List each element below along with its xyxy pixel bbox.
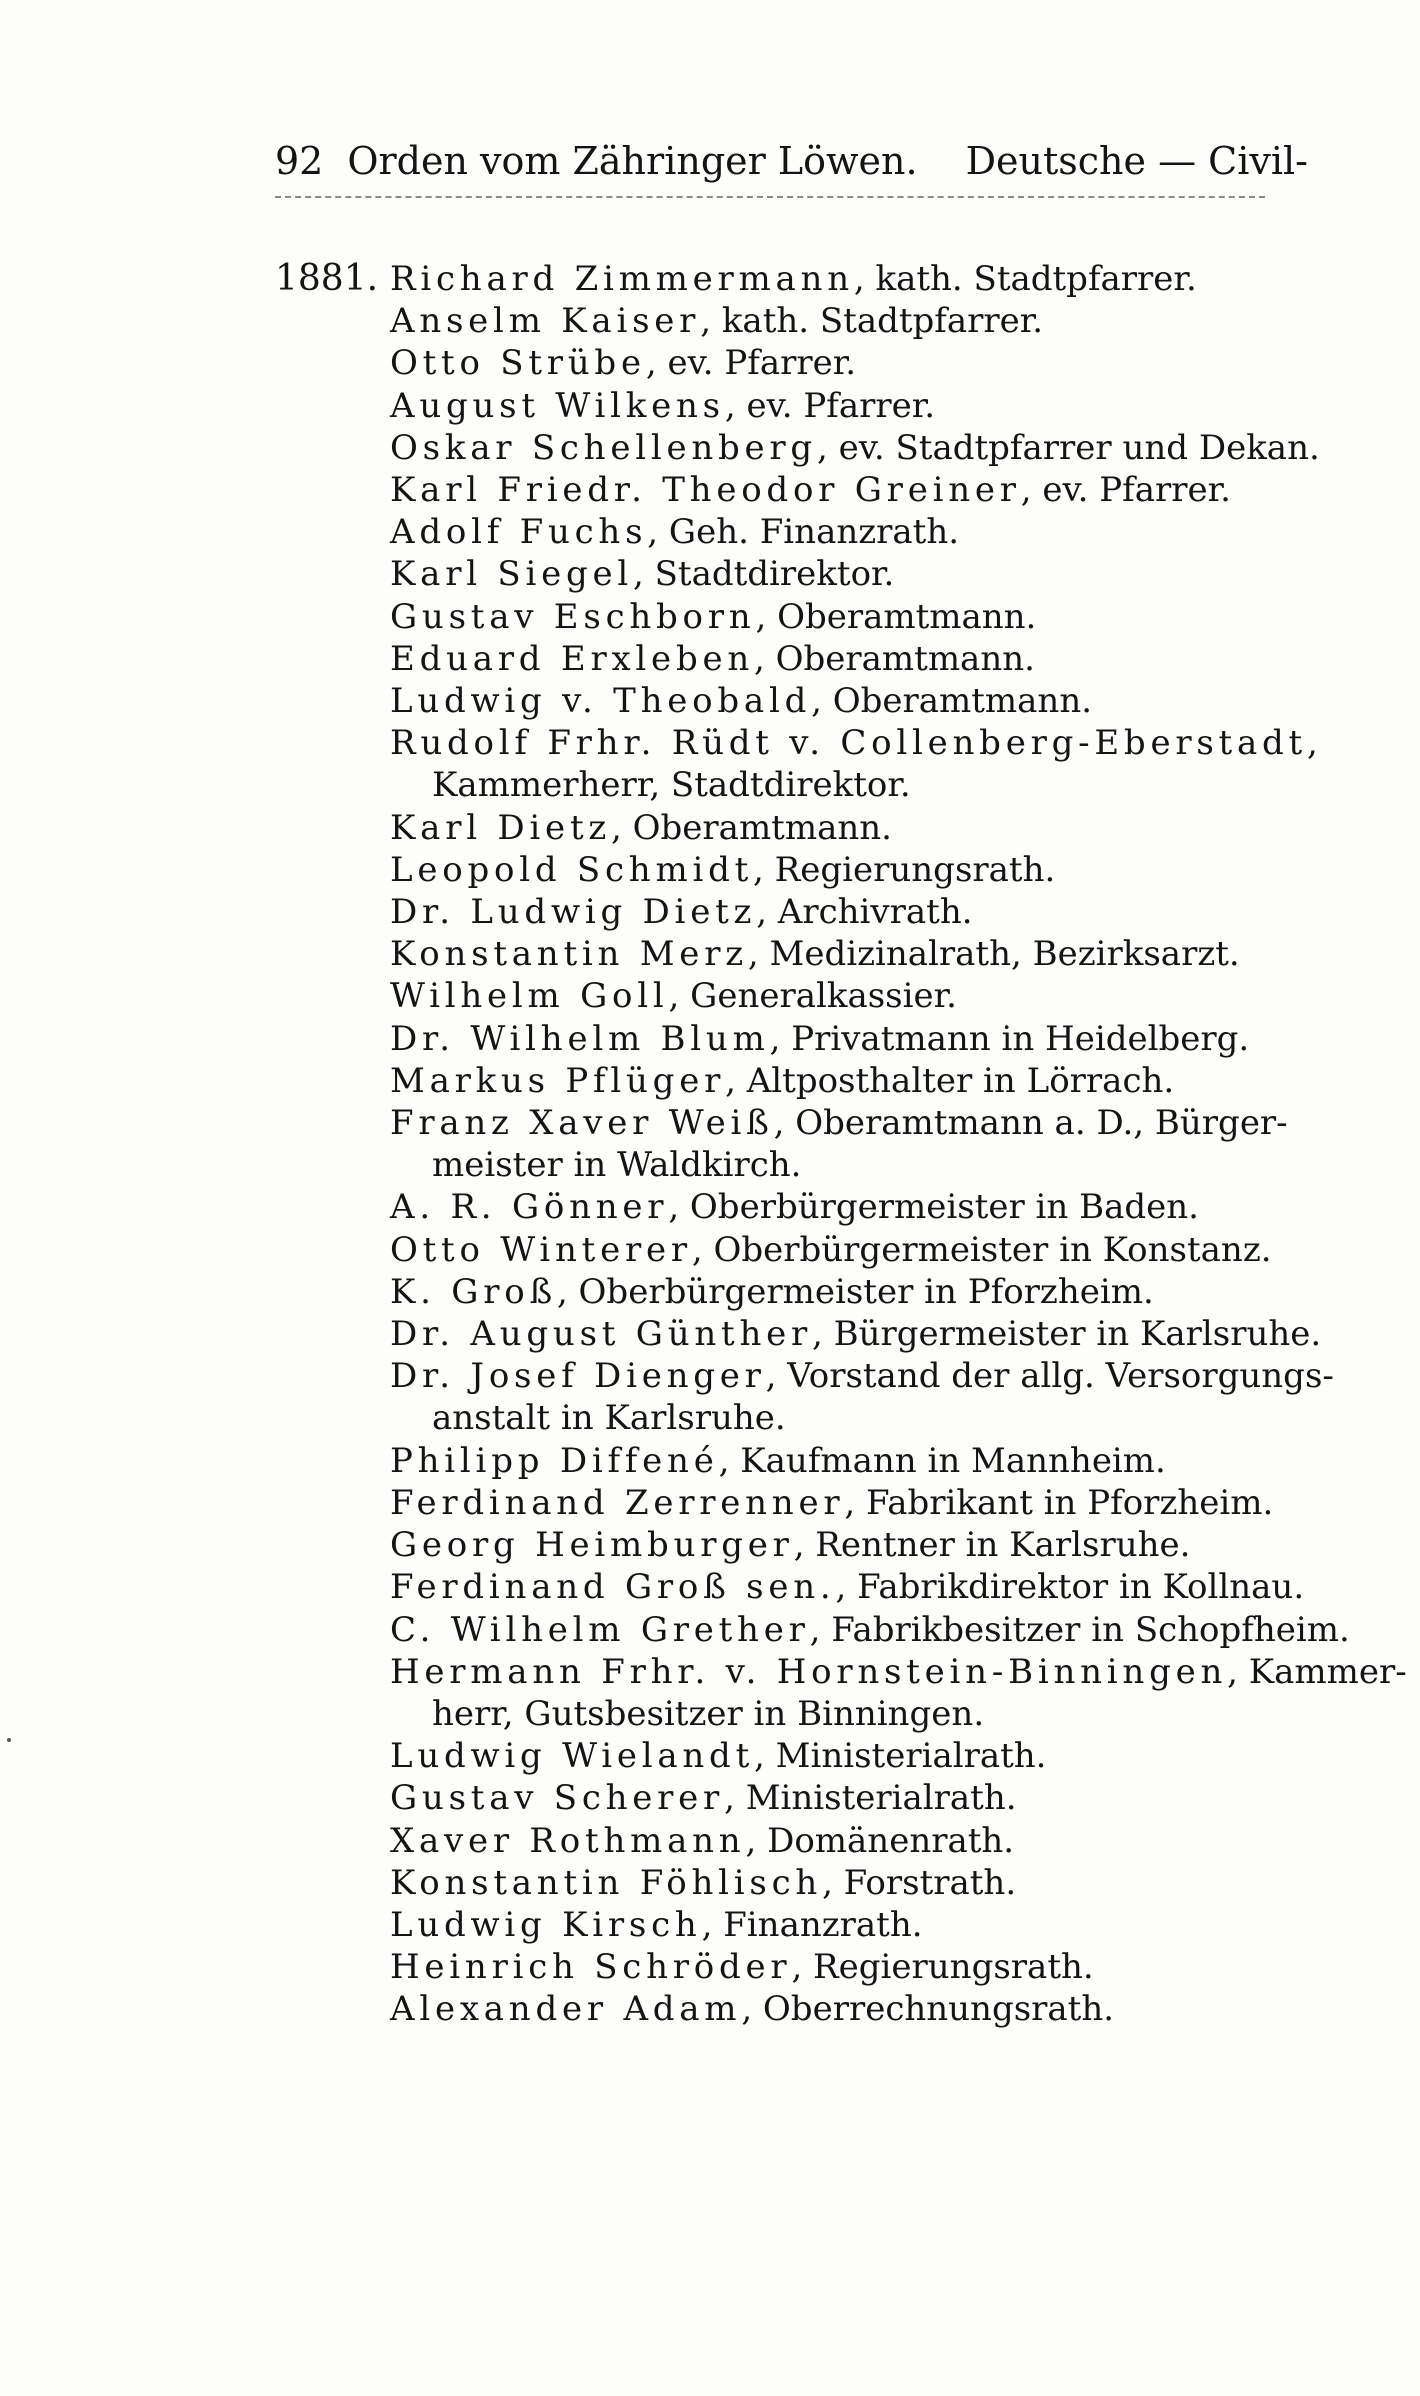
recipient-name: Anselm Kaiser — [390, 301, 701, 342]
entry-line — [390, 975, 1310, 1017]
list-item — [390, 1355, 1334, 1439]
recipient-title: , Fabrikbesitzer in Schopfheim. — [809, 1609, 1350, 1650]
list-item — [390, 1651, 1407, 1735]
recipient-title: , Rentner in Karlsruhe. — [793, 1525, 1191, 1566]
entry-line — [390, 1271, 1310, 1313]
recipient-title: , — [1306, 723, 1318, 764]
recipient-title: , kath. Stadtpfarrer. — [853, 259, 1197, 299]
entry-line — [390, 1820, 1310, 1862]
entry-line — [390, 807, 1310, 849]
list-item — [390, 638, 1310, 680]
list-item — [390, 1018, 1310, 1060]
recipient-title: , Oberbürgermeister in Pforzheim. — [556, 1271, 1154, 1312]
recipient-name: Dr. Wilhelm Blum — [390, 1018, 770, 1059]
recipient-name: Konstantin Merz — [390, 934, 748, 975]
recipient-title: , ev. Pfarrer. — [645, 343, 857, 384]
list-item — [390, 596, 1310, 638]
recipient-name: Richard Zimmermann — [390, 259, 854, 299]
recipient-name: Adolf Fuchs — [390, 512, 648, 553]
entry-line — [390, 1229, 1310, 1271]
entry-line — [390, 1566, 1310, 1608]
list-item — [390, 891, 1310, 933]
entry-line — [390, 1018, 1310, 1060]
recipient-title: , Forstrath. — [822, 1862, 1017, 1903]
recipient-name: Ferdinand Groß sen. — [390, 1567, 836, 1608]
entry-line — [390, 342, 1310, 384]
margin-speck — [7, 1738, 11, 1742]
list-item — [390, 469, 1310, 511]
recipient-name: August Wilkens — [390, 385, 725, 426]
list-item — [390, 1271, 1310, 1313]
entry-continuation: meister in Waldkirch. — [432, 1145, 802, 1186]
list-item — [390, 975, 1310, 1017]
recipient-title: , Medizinalrath, Bezirksarzt. — [747, 934, 1240, 975]
recipient-name: Oskar Schellenberg — [390, 427, 817, 468]
entry-line — [390, 1524, 1310, 1566]
entry-line — [390, 385, 1310, 427]
entry-line — [390, 1946, 1310, 1988]
entry-line — [390, 1102, 1310, 1144]
recipient-title: , ev. Stadtpfarrer und Dekan. — [816, 427, 1320, 468]
entry-line — [390, 1777, 1310, 1819]
recipient-name: Xaver Rothmann — [390, 1820, 746, 1861]
entry-line — [390, 258, 1310, 300]
entry-line — [390, 511, 1310, 553]
entry-line — [390, 891, 1310, 933]
recipient-name: C. Wilhelm Grether — [390, 1609, 810, 1650]
recipient-name: Alexander Adam — [390, 1989, 742, 2030]
entry-line — [390, 596, 1310, 638]
recipient-title: , Oberbürgermeister in Baden. — [668, 1187, 1199, 1228]
entry-line — [390, 1440, 1310, 1482]
entry-line — [390, 1904, 1310, 1946]
recipient-name: Ferdinand Zerrenner — [390, 1482, 845, 1523]
running-header — [275, 138, 1309, 184]
recipient-title: , Kammer- — [1227, 1651, 1407, 1692]
recipient-title: , Stadtdirektor. — [633, 554, 895, 595]
list-item — [390, 1609, 1350, 1651]
recipient-title: , Oberamtmann a. D., Bürger- — [773, 1103, 1288, 1144]
recipient-name: Leopold Schmidt — [390, 849, 754, 890]
recipient-name: Dr. August Günther — [390, 1314, 812, 1355]
entry-line — [390, 427, 1320, 469]
recipient-title: , Oberamtmann. — [754, 638, 1035, 679]
entry-line — [390, 1862, 1310, 1904]
recipient-name: Karl Friedr. Theodor Greiner — [390, 470, 1021, 511]
recipient-title: , Oberamtmann. — [811, 681, 1093, 722]
recipient-title: , Oberrechnungsrath. — [741, 1989, 1115, 2030]
recipient-title: , Bürgermeister in Karlsruhe. — [812, 1314, 1322, 1355]
list-item — [390, 1229, 1310, 1271]
recipient-name: Philipp Diffené — [390, 1440, 719, 1481]
list-item — [390, 1777, 1310, 1819]
list-item — [390, 933, 1310, 975]
entry-line — [390, 1313, 1322, 1355]
list-item — [390, 1482, 1310, 1524]
list-item — [390, 1988, 1310, 2030]
recipient-title: , Geh. Finanzrath. — [647, 512, 960, 553]
entry-continuation: Kammerherr, Stadtdirektor. — [432, 765, 911, 806]
recipient-title: , Kaufmann in Mannheim. — [718, 1440, 1166, 1481]
recipient-title: , kath. Stadtpfarrer. — [700, 301, 1044, 342]
list-item — [390, 1186, 1310, 1228]
page-number: 92 — [275, 139, 324, 183]
entry-line — [390, 1355, 1334, 1397]
entry-line — [390, 680, 1310, 722]
recipient-name: A. R. Gönner — [390, 1187, 669, 1228]
recipient-title: , ev. Pfarrer. — [1020, 470, 1231, 511]
list-item — [390, 1524, 1310, 1566]
list-item — [390, 553, 1310, 595]
entry-continuation: anstalt in Karlsruhe. — [432, 1398, 786, 1439]
recipient-title: , Regierungsrath. — [791, 1947, 1094, 1988]
recipient-name: Karl Dietz — [390, 807, 612, 848]
recipient-name: Hermann Frhr. v. Hornstein-Binningen — [390, 1651, 1228, 1692]
list-item — [390, 1735, 1310, 1777]
entry-line — [390, 1482, 1310, 1524]
entry-line — [390, 300, 1310, 342]
list-item — [390, 300, 1310, 342]
recipient-name: Ludwig Wielandt — [390, 1736, 755, 1777]
recipient-name: K. Groß — [390, 1271, 557, 1312]
entry-line — [390, 849, 1310, 891]
list-item — [390, 1820, 1310, 1862]
entry-line — [390, 638, 1310, 680]
list-item — [390, 511, 1310, 553]
recipient-name: Otto Winterer — [390, 1229, 692, 1270]
entry-line — [390, 1060, 1310, 1102]
recipient-name: Wilhelm Goll — [390, 976, 669, 1017]
entry-line — [390, 1609, 1350, 1651]
recipient-name: Otto Strübe — [390, 343, 646, 384]
year-label: 1881. — [275, 258, 379, 299]
recipient-name: Markus Pflüger — [390, 1060, 726, 1101]
list-item — [390, 1060, 1310, 1102]
list-item — [390, 1102, 1310, 1186]
recipient-title: , Oberamtmann. — [755, 596, 1037, 637]
recipient-name: Konstantin Föhlisch — [390, 1862, 823, 1903]
entry-line — [390, 1186, 1310, 1228]
recipient-title: , Ministerialrath. — [724, 1778, 1017, 1819]
list-item — [390, 1566, 1310, 1608]
recipient-name: Gustav Eschborn — [390, 596, 756, 637]
recipient-title: , Regierungsrath. — [753, 849, 1056, 890]
list-item — [390, 1862, 1310, 1904]
header-title: Orden vom Zähringer Löwen. — [347, 139, 918, 183]
recipient-title: , Generalkassier. — [668, 976, 957, 1017]
list-item — [390, 807, 1310, 849]
entry-line — [390, 469, 1310, 511]
recipient-title: , Fabrikant in Pforzheim. — [844, 1482, 1274, 1523]
recipient-title: , Vorstand der allg. Versorgungs- — [765, 1356, 1334, 1397]
recipient-name: Karl Siegel — [390, 554, 634, 595]
recipient-name: Franz Xaver Weiß — [390, 1103, 774, 1144]
recipient-title: , Altposthalter in Lörrach. — [725, 1060, 1175, 1101]
list-item — [390, 427, 1320, 469]
recipient-name: Ludwig v. Theobald — [390, 681, 812, 722]
list-item — [390, 722, 1318, 806]
recipient-name: Georg Heimburger — [390, 1525, 794, 1566]
list-item — [390, 258, 1310, 300]
entry-continuation: herr, Gutsbesitzer in Binningen. — [432, 1693, 985, 1734]
recipient-name: Rudolf Frhr. Rüdt v. Collenberg-Eberstadt — [390, 723, 1307, 764]
recipient-list — [390, 258, 1407, 2031]
list-item — [390, 849, 1310, 891]
recipient-name: Dr. Ludwig Dietz — [390, 892, 757, 933]
recipient-name: Gustav Scherer — [390, 1778, 725, 1819]
entry-line — [390, 1651, 1407, 1693]
recipient-title: , Finanzrath. — [701, 1904, 923, 1945]
list-item — [390, 385, 1310, 427]
list-item — [390, 680, 1310, 722]
recipient-title: , ev. Pfarrer. — [724, 385, 936, 426]
entry-line — [390, 1988, 1310, 2030]
recipient-title: , Oberamtmann. — [611, 807, 892, 848]
recipient-title: , Oberbürgermeister in Konstanz. — [691, 1229, 1272, 1270]
recipient-name: Dr. Josef Dienger — [390, 1356, 766, 1397]
recipient-title: , Ministerialrath. — [754, 1736, 1047, 1777]
list-item — [390, 1904, 1310, 1946]
recipient-name: Eduard Erxleben — [390, 638, 755, 679]
entry-line — [390, 722, 1318, 764]
header-section: Deutsche — Civil- — [965, 139, 1309, 183]
list-item — [390, 1946, 1310, 1988]
recipient-title: , Fabrikdirektor in Kollnau. — [835, 1567, 1305, 1608]
list-item — [390, 342, 1310, 384]
entry-line — [390, 1735, 1310, 1777]
recipient-name: Heinrich Schröder — [390, 1947, 792, 1988]
entry-line — [390, 933, 1310, 975]
header-rule — [275, 196, 1265, 198]
entry-line — [390, 553, 1310, 595]
recipient-title: , Privatmann in Heidelberg. — [769, 1018, 1250, 1059]
list-item — [390, 1313, 1322, 1355]
list-item — [390, 1440, 1310, 1482]
recipient-name: Ludwig Kirsch — [390, 1904, 702, 1945]
recipient-title: , Domänenrath. — [745, 1820, 1015, 1861]
recipient-title: , Archivrath. — [756, 892, 973, 933]
